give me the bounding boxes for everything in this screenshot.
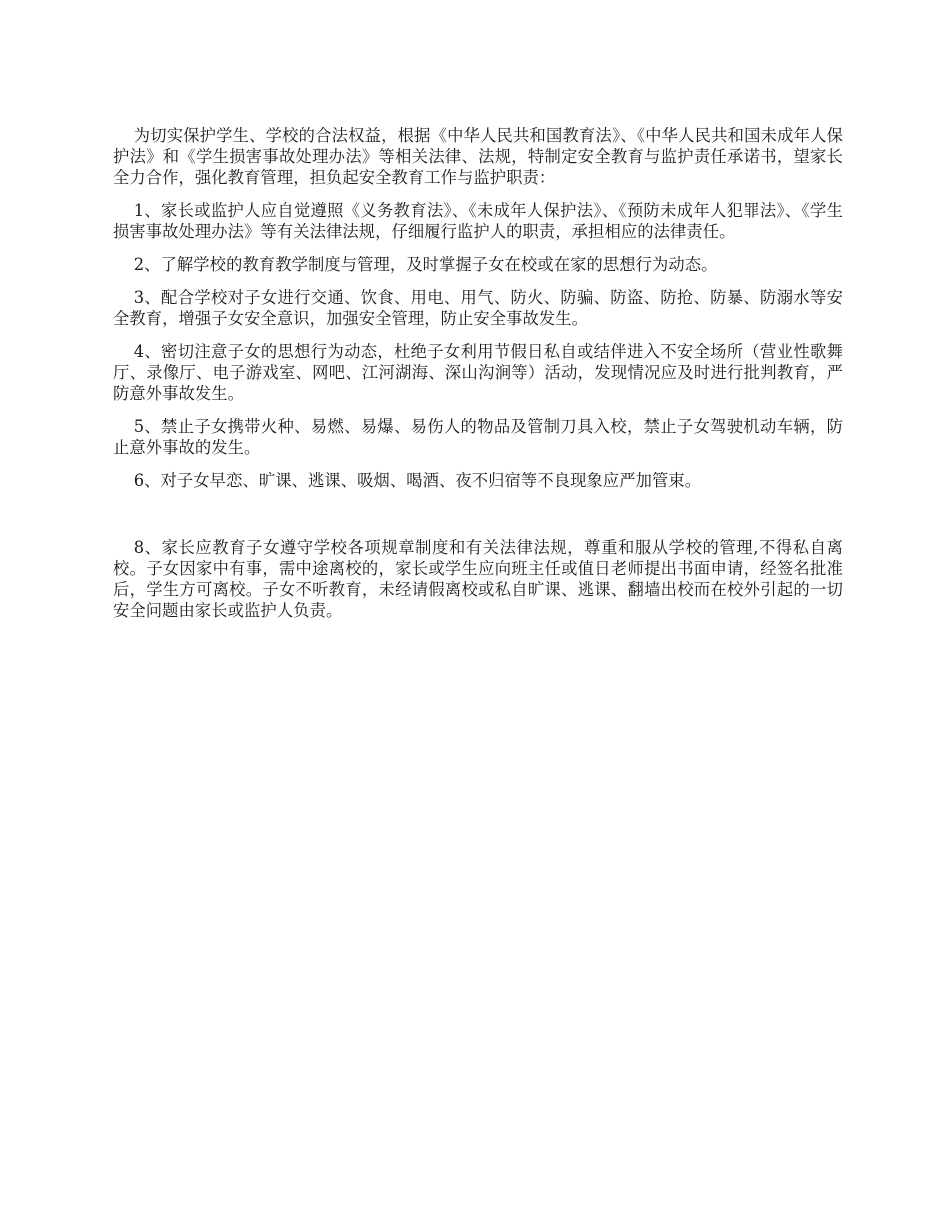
clause-4: 4、密切注意子女的思想行为动态，杜绝子女利用节假日私自或结伴进入不安全场所（营业性歌舞厅、录像厅、电子游戏室、网吧、江河湖海、深山沟涧等）活动，发现情况应及时进行批判教育，严防意外事故发生。 — [113, 342, 843, 403]
clause-5: 5、禁止子女携带火种、易燃、易爆、易伤人的物品及管制刀具入校，禁止子女驾驶机动车辆，防止意外事故的发生。 — [113, 417, 843, 457]
clause-3: 3、配合学校对子女进行交通、饮食、用电、用气、防火、防骗、防盗、防抢、防暴、防溺水等安全教育，增强子女安全意识，加强安全管理，防止安全事故发生。 — [113, 288, 843, 328]
clause-6: 6、对子女早恋、旷课、逃课、吸烟、喝酒、夜不归宿等不良现象应严加管束。 — [133, 471, 702, 490]
clause-1: 1、家长或监护人应自觉遵照《义务教育法》、《未成年人保护法》、《预防未成年人犯罪法》、《学生损害事故处理办法》等有关法律法规，仔细履行监护人的职责，承担相应的法律责任。 — [113, 201, 843, 241]
clause-2: 2、了解学校的教育教学制度与管理，及时掌握子女在校或在家的思想行为动态。 — [133, 255, 718, 274]
clause-8: 8、家长应教育子女遵守学校各项规章制度和有关法律法规，尊重和服从学校的管理,不得私自离校。子女因家中有事，需中途离校的，家长或学生应向班主任或值日老师提出书面申请，经签名批准后，学生方可离校。子女不听教育，未经请假离校或私自旷课、逃课、翻墙出校而在校外引起的一切安全问题由家长或监护人负责。 — [113, 538, 843, 620]
blank-gap — [113, 503, 843, 537]
document-body — [113, 125, 843, 633]
intro-paragraph: 为切实保护学生、学校的合法权益，根据《中华人民共和国教育法》、《中华人民共和国未成年人保护法》和《学生损害事故处理办法》等相关法律、法规，特制定安全教育与监护责任承诺书，望家长全力合作，强化教育管理，担负起安全教育工作与监护职责： — [113, 126, 843, 187]
